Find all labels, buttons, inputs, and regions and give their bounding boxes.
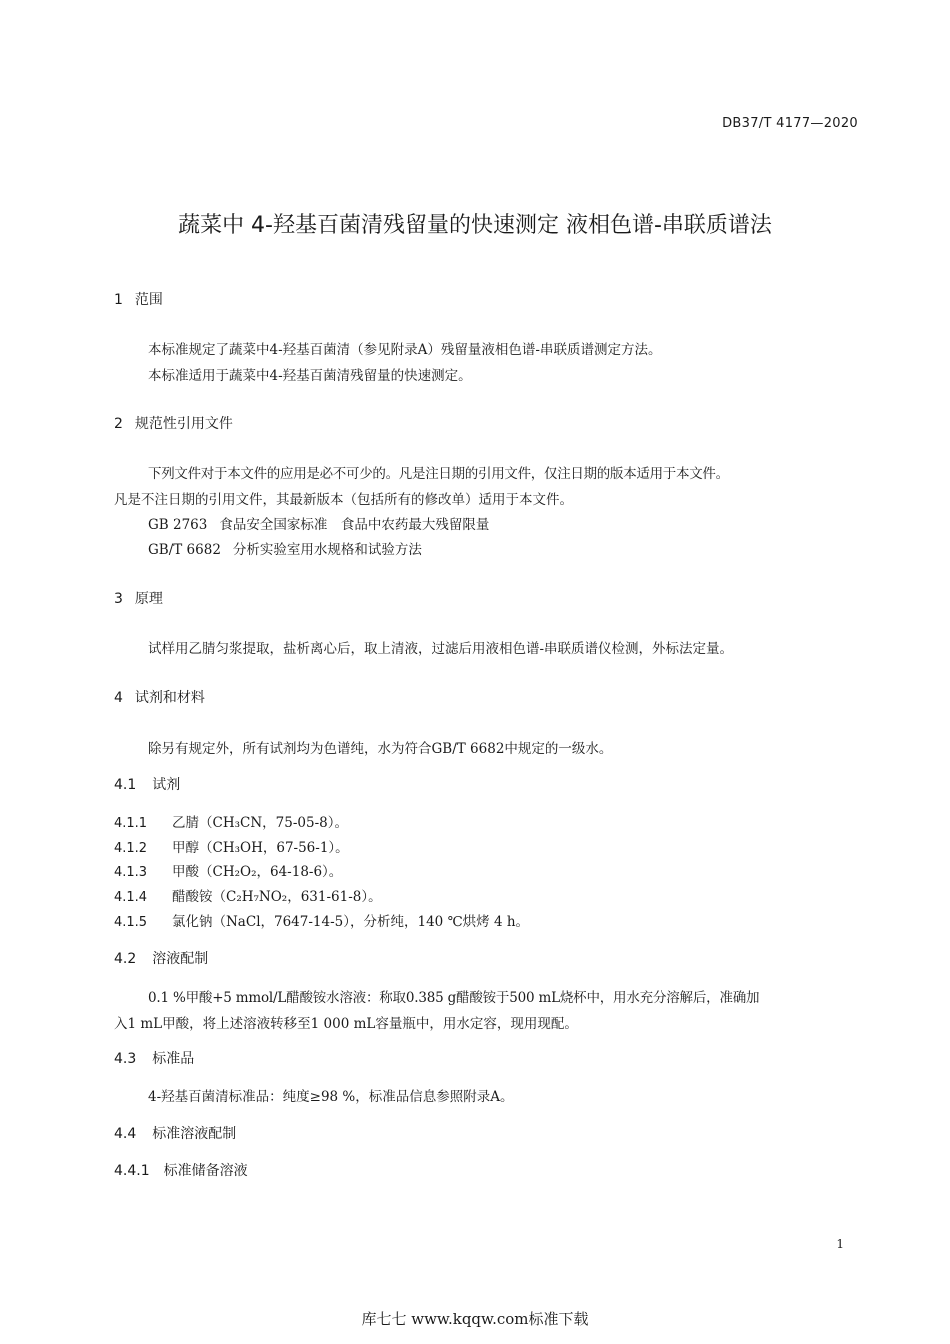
reference-item xyxy=(148,513,489,533)
subsection-4-2-heading xyxy=(114,948,208,968)
reference-item xyxy=(148,538,422,558)
reagent-item xyxy=(114,811,348,831)
subsection-number: 4.2 xyxy=(114,951,137,967)
section-2-heading xyxy=(114,413,233,433)
subsection-4-3-heading xyxy=(114,1048,194,1068)
section-title: 原理 xyxy=(134,591,163,607)
subsection-title: 试剂 xyxy=(152,777,181,793)
subsection-title: 溶液配制 xyxy=(152,951,209,967)
footer-watermark: 库七七 www.kqqw.com标准下载 xyxy=(361,1310,589,1328)
document-title: 蔬菜中 4-羟基百菌清残留量的快速测定 液相色谱-串联质谱法 xyxy=(178,213,772,238)
paragraph: 试样用乙腈匀浆提取，盐析离心后，取上清液，过滤后用液相色谱-串联质谱仪检测，外标法定量。 xyxy=(148,641,734,657)
section-1-heading xyxy=(114,289,163,309)
paragraph: 入1 mL甲酸，将上述溶液转移至1 000 mL容量瓶中，用水定容，现用现配。 xyxy=(114,1016,578,1032)
paragraph: 除另有规定外，所有试剂均为色谱纯，水为符合GB/T 6682中规定的一级水。 xyxy=(148,741,613,757)
reagent-item xyxy=(114,836,349,856)
item-number: 4.1.3 xyxy=(114,865,148,880)
section-title: 范围 xyxy=(134,292,163,308)
paragraph: 下列文件对于本文件的应用是必不可少的。凡是注日期的引用文件，仅注日期的版本适用于本文件。 xyxy=(148,466,729,482)
item-text: 甲醇（CH₃OH，67-56-1）。 xyxy=(172,840,349,856)
subsection-number: 4.3 xyxy=(114,1051,137,1067)
reference-title: 分析实验室用水规格和试验方法 xyxy=(232,542,422,558)
paragraph: 本标准适用于蔬菜中4-羟基百菌清残留量的快速测定。 xyxy=(148,368,472,384)
paragraph: 0.1 %甲酸+5 mmol/L醋酸铵水溶液：称取0.385 g醋酸铵于500 mL烧杯中，用水充分溶解后，准确加 xyxy=(148,990,760,1006)
section-number: 2 xyxy=(114,416,123,432)
item-text: 醋酸铵（C₂H₇NO₂，631-61-8）。 xyxy=(172,889,382,905)
section-number: 3 xyxy=(114,591,123,607)
section-4-heading xyxy=(114,687,205,707)
reagent-item xyxy=(114,885,382,905)
subsection-4-4-heading xyxy=(114,1123,236,1143)
page-number: 1 xyxy=(836,1237,844,1251)
reagent-item xyxy=(114,910,529,930)
section-title: 规范性引用文件 xyxy=(134,416,233,432)
reference-title: 食品安全国家标准 食品中农药最大残留限量 xyxy=(219,517,490,533)
item-number: 4.1.5 xyxy=(114,915,148,930)
item-text: 甲酸（CH₂O₂，64-18-6）。 xyxy=(172,864,343,880)
document-code: DB37/T 4177—2020 xyxy=(722,116,858,131)
item-number: 4.1.1 xyxy=(114,816,148,831)
section-title: 试剂和材料 xyxy=(134,690,205,706)
section-number: 1 xyxy=(114,292,123,308)
item-text: 乙腈（CH₃CN，75-05-8）。 xyxy=(172,815,348,831)
subsection-number: 4.4 xyxy=(114,1126,137,1142)
subsection-title: 标准品 xyxy=(152,1051,195,1067)
reference-code: GB/T 6682 xyxy=(148,542,221,558)
subsection-title: 标准储备溶液 xyxy=(163,1163,248,1179)
subsection-4-1-heading xyxy=(114,774,180,794)
reference-code: GB 2763 xyxy=(148,517,208,533)
item-number: 4.1.2 xyxy=(114,841,148,856)
paragraph: 4-羟基百菌清标准品：纯度≥98 %，标准品信息参照附录A。 xyxy=(148,1089,514,1105)
reagent-item xyxy=(114,860,342,880)
paragraph: 凡是不注日期的引用文件，其最新版本（包括所有的修改单）适用于本文件。 xyxy=(114,492,573,508)
item-number: 4.1.4 xyxy=(114,890,148,905)
subsection-4-4-1-heading xyxy=(114,1160,248,1180)
subsection-number: 4.1 xyxy=(114,777,137,793)
paragraph: 本标准规定了蔬菜中4-羟基百菌清（参见附录A）残留量液相色谱-串联质谱测定方法。 xyxy=(148,342,662,358)
section-number: 4 xyxy=(114,690,123,706)
item-text: 氯化钠（NaCl，7647-14-5），分析纯，140 ℃烘烤 4 h。 xyxy=(172,914,530,930)
section-3-heading xyxy=(114,588,163,608)
subsection-number: 4.4.1 xyxy=(114,1163,150,1179)
subsection-title: 标准溶液配制 xyxy=(152,1126,237,1142)
